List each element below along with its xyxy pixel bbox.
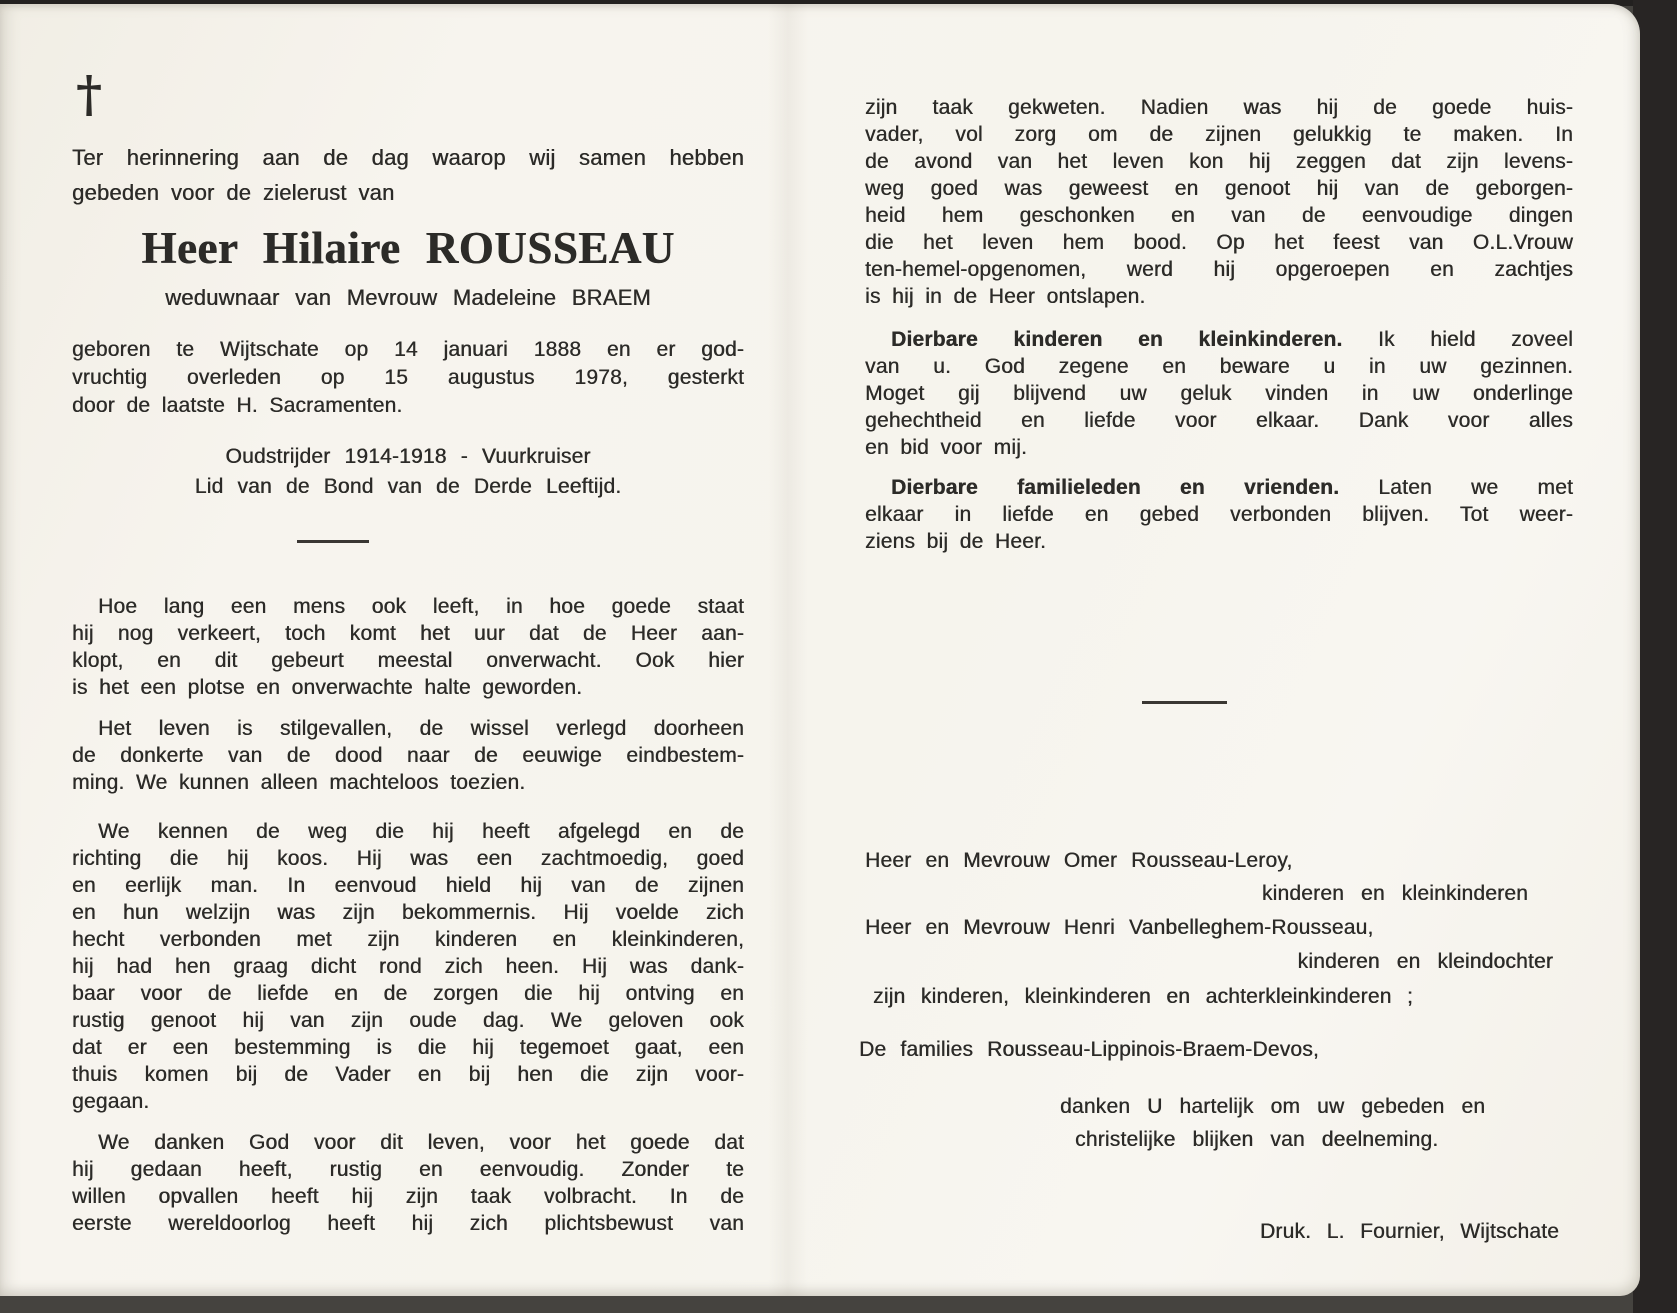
- text-line: en hun welzijn was zijn bekommernis. Hij voelde zich: [72, 901, 744, 924]
- farewell-family-paragraph: [865, 474, 1573, 555]
- text-line: We danken God voor dit leven, voor het goede dat: [98, 1131, 744, 1154]
- text-line: vruchtig overleden op 15 augustus 1978, gesterkt: [72, 366, 744, 389]
- divider: [297, 540, 369, 543]
- text-line: Dierbare kinderen en kleinkinderen. Ik hield zoveel: [891, 328, 1573, 351]
- center-fold: [768, 4, 808, 1296]
- text-line: ming. We kunnen alleen machteloos toezien.: [72, 771, 526, 794]
- text-line: de donkerte van de dood naar de eeuwige eindbestem-: [72, 744, 744, 767]
- text-line: hij gedaan heeft, rustig en eenvoudig. Zonder te: [72, 1158, 744, 1181]
- text-line: Moget gij blijvend uw geluk vinden in uw onderlinge: [865, 382, 1573, 405]
- text-line: geboren te Wijtschate op 14 januari 1888 en er god-: [72, 338, 744, 361]
- text-line: gegaan.: [72, 1090, 150, 1113]
- text-line: thuis komen bij de Vader en bij hen die zijn voor-: [72, 1063, 744, 1086]
- cross-icon: †: [76, 64, 103, 123]
- text-line: hij nog verkeert, toch komt het uur dat de Heer aan-: [72, 622, 744, 645]
- thanks-line: christelijke blijken van deelneming.: [1075, 1128, 1439, 1151]
- divider: [1142, 701, 1227, 704]
- text-line: We kennen de weg die hij heeft afgelegd en de: [98, 820, 744, 843]
- text-line: dat er een bestemming is die hij tegemoet gaat, een: [72, 1036, 744, 1059]
- text-line: die het leven hem bood. Op het feest van O.L.Vrouw: [865, 231, 1573, 254]
- text-line: van u. God zegene en beware u in uw gezinnen.: [865, 355, 1573, 378]
- text-line: gehechtheid en liefde voor elkaar. Dank voor alles: [865, 409, 1573, 432]
- memorial-paragraph-2: [72, 715, 744, 796]
- text-line: gebeden voor de zielerust van: [72, 180, 395, 205]
- text-line: ten-hemel-opgenomen, werd hij opgeroepen en zachtjes: [865, 258, 1573, 281]
- memorial-paragraph-5: [865, 94, 1573, 310]
- farewell-children-paragraph: [865, 326, 1573, 461]
- text-line: Hoe lang een mens ook leeft, in hoe goede staat: [98, 595, 744, 618]
- text-line: is het een plotse en onverwachte halte geworden.: [72, 676, 583, 699]
- widower-subtitle: weduwnaar van Mevrouw Madeleine BRAEM: [165, 285, 651, 310]
- birth-death-paragraph: [72, 336, 744, 420]
- family-line: kinderen en kleinkinderen: [1261, 882, 1528, 905]
- text-line: vader, vol zorg om de zijnen gelukkig te maken. In: [865, 123, 1573, 146]
- text-line: elkaar in liefde en gebed verbonden blijven. Tot weer-: [865, 503, 1573, 526]
- family-line: Heer en Mevrouw Omer Rousseau-Leroy,: [865, 849, 1293, 872]
- families-line: De families Rousseau-Lippinois-Braem-Devos,: [859, 1038, 1319, 1061]
- text-line: zijn taak gekweten. Nadien was hij de goede huis-: [865, 96, 1573, 119]
- memorial-paragraph-4: [72, 1129, 744, 1237]
- thanks-line: danken U hartelijk om uw gebeden en: [1060, 1095, 1486, 1118]
- text-line: rustig genoot hij van zijn oude dag. We geloven ook: [72, 1009, 744, 1032]
- left-page: [72, 4, 744, 1237]
- text-line: eerste wereldoorlog heeft hij zich plichtsbewust van: [72, 1212, 744, 1235]
- veteran-line: Lid van de Bond van de Derde Leeftijd.: [194, 475, 622, 498]
- text-line: is hij in de Heer ontslapen.: [865, 285, 1146, 308]
- printer-credit: Druk. L. Fournier, Wijtschate: [1259, 1220, 1559, 1243]
- family-line: Heer en Mevrouw Henri Vanbelleghem-Rousseau,: [865, 916, 1374, 939]
- text-line: weg goed was geweest en genoot hij van de geborgen-: [865, 177, 1573, 200]
- text-line: willen opvallen heeft hij zijn taak volbracht. In de: [72, 1185, 744, 1208]
- text-line: en bid voor mij.: [865, 436, 1027, 459]
- text-line: hecht verbonden met zijn kinderen en kleinkinderen,: [72, 928, 744, 951]
- text-line: ziens bij de Heer.: [865, 530, 1047, 553]
- deceased-name-title: Heer Hilaire ROUSSEAU: [141, 223, 675, 273]
- veteran-line: Oudstrijder 1914-1918 - Vuurkruiser: [225, 445, 591, 468]
- intro-text: [72, 140, 744, 210]
- memorial-paragraph-3: [72, 818, 744, 1115]
- text-line: hij had hen graag dicht rond zich heen. Hij was dank-: [72, 955, 744, 978]
- text-line: door de laatste H. Sacramenten.: [72, 394, 403, 417]
- text-line: en eerlijk man. In eenvoud hield hij van de zijnen: [72, 874, 744, 897]
- text-line: Ter herinnering aan de dag waarop wij samen hebben: [72, 145, 744, 170]
- family-line: kinderen en kleindochter: [1297, 950, 1553, 973]
- text-line: richting die hij koos. Hij was een zachtmoedig, goed: [72, 847, 744, 870]
- text-line: heid hem geschonken en van de eenvoudige dingen: [865, 204, 1573, 227]
- text-line: klopt, en dit gebeurt meestal onverwacht. Ook hier: [72, 649, 744, 672]
- card-paper: [0, 4, 1640, 1296]
- right-page: [859, 4, 1573, 1247]
- text-line: baar voor de liefde en de zorgen die hij ontving en: [72, 982, 744, 1005]
- memorial-paragraph-1: [72, 593, 744, 701]
- text-line: Dierbare familieleden en vrienden. Laten we met: [891, 476, 1573, 499]
- family-line: zijn kinderen, kleinkinderen en achterkleinkinderen ;: [873, 985, 1413, 1008]
- text-line: Het leven is stilgevallen, de wissel verlegd doorheen: [98, 717, 744, 740]
- text-line: de avond van het leven kon hij zeggen dat zijn levens-: [865, 150, 1573, 173]
